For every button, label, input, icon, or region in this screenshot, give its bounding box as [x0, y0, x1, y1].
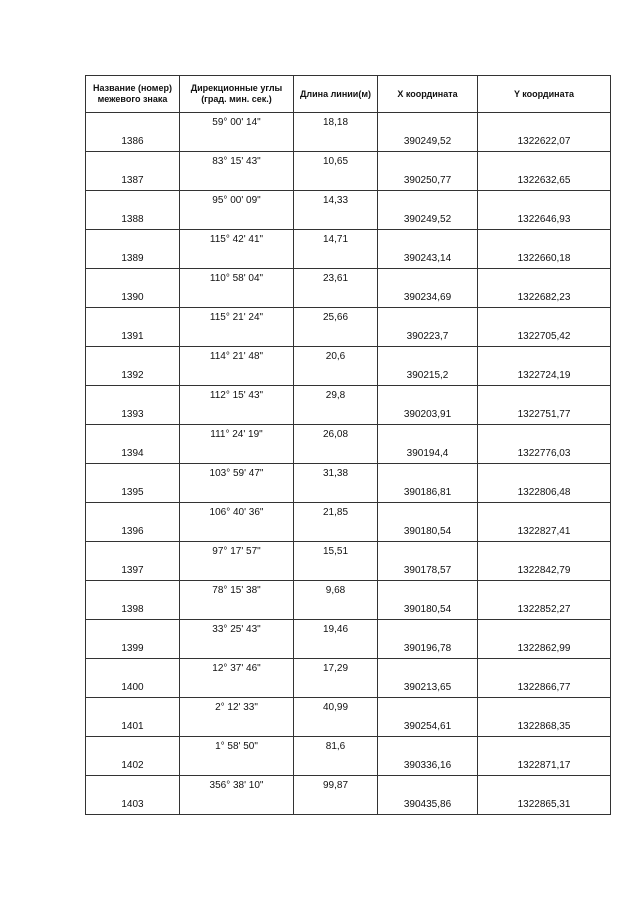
cell-x-coordinate: 390234,69 [378, 288, 478, 308]
table-row-point [86, 561, 611, 581]
cell-x-coordinate: 390250,77 [378, 171, 478, 191]
cell-direction-angle: 2° 12' 33" [180, 698, 294, 718]
table-row-point [86, 795, 611, 815]
table-row-segment [86, 581, 611, 601]
cell-y-coordinate: 1322866,77 [478, 678, 611, 698]
cell-point-name [86, 503, 180, 523]
cell-y-coordinate [478, 737, 611, 757]
cell-direction-angle [180, 327, 294, 347]
cell-direction-angle [180, 171, 294, 191]
cell-x-coordinate: 390203,91 [378, 405, 478, 425]
cell-line-length: 31,38 [294, 464, 378, 484]
table-row-point [86, 327, 611, 347]
cell-direction-angle: 106° 40' 36" [180, 503, 294, 523]
cell-x-coordinate: 390213,65 [378, 678, 478, 698]
header-point-name-line2: межевого знака [97, 94, 168, 104]
table-row-segment [86, 347, 611, 367]
table-row-point [86, 444, 611, 464]
cell-y-coordinate: 1322632,65 [478, 171, 611, 191]
table-row-segment [86, 269, 611, 289]
header-point-name [86, 76, 180, 113]
cell-point-name: 1400 [86, 678, 180, 698]
cell-direction-angle: 110° 58' 04" [180, 269, 294, 289]
cell-line-length [294, 639, 378, 659]
cell-direction-angle [180, 288, 294, 308]
cell-line-length [294, 717, 378, 737]
cell-point-name [86, 191, 180, 211]
cell-x-coordinate: 390223,7 [378, 327, 478, 347]
table-row-segment [86, 152, 611, 172]
table-row-point [86, 132, 611, 152]
cell-direction-angle [180, 795, 294, 815]
cell-y-coordinate [478, 503, 611, 523]
cell-point-name [86, 542, 180, 562]
cell-direction-angle [180, 444, 294, 464]
cell-y-coordinate [478, 113, 611, 133]
cell-y-coordinate [478, 659, 611, 679]
table-row-segment [86, 386, 611, 406]
header-point-name-line1: Название (номер) [93, 83, 172, 93]
cell-direction-angle [180, 366, 294, 386]
cell-x-coordinate: 390180,54 [378, 522, 478, 542]
cell-x-coordinate [378, 620, 478, 640]
cell-x-coordinate: 390186,81 [378, 483, 478, 503]
cell-y-coordinate: 1322682,23 [478, 288, 611, 308]
table-row-segment [86, 113, 611, 133]
coordinates-table [85, 75, 611, 815]
table-row-point [86, 210, 611, 230]
cell-x-coordinate: 390196,78 [378, 639, 478, 659]
table-row-point [86, 483, 611, 503]
cell-line-length [294, 756, 378, 776]
cell-y-coordinate [478, 776, 611, 796]
cell-direction-angle [180, 522, 294, 542]
cell-line-length: 14,71 [294, 230, 378, 250]
cell-line-length: 9,68 [294, 581, 378, 601]
table-row-segment [86, 659, 611, 679]
cell-line-length: 20,6 [294, 347, 378, 367]
cell-line-length [294, 405, 378, 425]
cell-x-coordinate [378, 503, 478, 523]
cell-direction-angle: 78° 15' 38" [180, 581, 294, 601]
cell-point-name [86, 152, 180, 172]
cell-x-coordinate [378, 542, 478, 562]
table-row-point [86, 405, 611, 425]
cell-direction-angle: 83° 15' 43" [180, 152, 294, 172]
table-header [86, 76, 611, 113]
cell-y-coordinate [478, 620, 611, 640]
table-row-segment [86, 191, 611, 211]
cell-point-name: 1386 [86, 132, 180, 152]
cell-x-coordinate: 390215,2 [378, 366, 478, 386]
cell-point-name: 1397 [86, 561, 180, 581]
cell-y-coordinate [478, 308, 611, 328]
cell-point-name: 1396 [86, 522, 180, 542]
cell-point-name [86, 425, 180, 445]
cell-direction-angle: 33° 25' 43" [180, 620, 294, 640]
cell-y-coordinate: 1322871,17 [478, 756, 611, 776]
cell-x-coordinate [378, 269, 478, 289]
cell-direction-angle: 97° 17' 57" [180, 542, 294, 562]
cell-point-name [86, 698, 180, 718]
cell-y-coordinate: 1322622,07 [478, 132, 611, 152]
cell-direction-angle: 111° 24' 19" [180, 425, 294, 445]
cell-y-coordinate: 1322852,27 [478, 600, 611, 620]
cell-point-name: 1394 [86, 444, 180, 464]
cell-x-coordinate [378, 776, 478, 796]
cell-x-coordinate [378, 191, 478, 211]
cell-point-name: 1403 [86, 795, 180, 815]
table-row-point [86, 522, 611, 542]
cell-point-name [86, 464, 180, 484]
header-x-coordinate: X координата [378, 76, 478, 113]
cell-direction-angle [180, 717, 294, 737]
table-row-point [86, 249, 611, 269]
table-row-point [86, 288, 611, 308]
table-row-segment [86, 464, 611, 484]
cell-point-name [86, 113, 180, 133]
header-direction-angle-line2: (град. мин. сек.) [201, 94, 272, 104]
cell-y-coordinate [478, 347, 611, 367]
cell-x-coordinate [378, 464, 478, 484]
cell-line-length [294, 366, 378, 386]
cell-point-name [86, 776, 180, 796]
cell-line-length: 19,46 [294, 620, 378, 640]
cell-x-coordinate: 390243,14 [378, 249, 478, 269]
cell-y-coordinate: 1322705,42 [478, 327, 611, 347]
cell-line-length: 21,85 [294, 503, 378, 523]
header-line-length: Длина линии(м) [294, 76, 378, 113]
cell-direction-angle: 95° 00' 09" [180, 191, 294, 211]
cell-point-name: 1392 [86, 366, 180, 386]
cell-line-length: 81,6 [294, 737, 378, 757]
cell-direction-angle [180, 561, 294, 581]
table-row-segment [86, 308, 611, 328]
cell-y-coordinate: 1322827,41 [478, 522, 611, 542]
table-row-point [86, 717, 611, 737]
cell-x-coordinate [378, 698, 478, 718]
cell-direction-angle [180, 132, 294, 152]
cell-line-length [294, 132, 378, 152]
cell-y-coordinate: 1322660,18 [478, 249, 611, 269]
header-direction-angle-line1: Дирекционные углы [190, 83, 283, 93]
cell-direction-angle [180, 249, 294, 269]
cell-y-coordinate [478, 152, 611, 172]
cell-line-length [294, 795, 378, 815]
cell-line-length: 15,51 [294, 542, 378, 562]
cell-x-coordinate [378, 425, 478, 445]
cell-direction-angle: 356° 38' 10" [180, 776, 294, 796]
cell-direction-angle [180, 639, 294, 659]
cell-point-name: 1402 [86, 756, 180, 776]
table-row-segment [86, 230, 611, 250]
table-row-point [86, 171, 611, 191]
cell-x-coordinate [378, 737, 478, 757]
cell-point-name [86, 230, 180, 250]
cell-line-length: 26,08 [294, 425, 378, 445]
cell-point-name: 1390 [86, 288, 180, 308]
cell-line-length: 14,33 [294, 191, 378, 211]
cell-y-coordinate: 1322842,79 [478, 561, 611, 581]
cell-line-length [294, 561, 378, 581]
table-row-point [86, 756, 611, 776]
cell-direction-angle: 12° 37' 46" [180, 659, 294, 679]
table-row-segment [86, 425, 611, 445]
table-row-segment [86, 620, 611, 640]
cell-direction-angle [180, 600, 294, 620]
cell-y-coordinate [478, 386, 611, 406]
cell-line-length [294, 483, 378, 503]
cell-point-name: 1401 [86, 717, 180, 737]
table-body [86, 113, 611, 815]
cell-x-coordinate [378, 581, 478, 601]
cell-x-coordinate: 390254,61 [378, 717, 478, 737]
cell-y-coordinate: 1322646,93 [478, 210, 611, 230]
cell-x-coordinate [378, 347, 478, 367]
cell-point-name [86, 308, 180, 328]
cell-y-coordinate: 1322868,35 [478, 717, 611, 737]
cell-x-coordinate [378, 152, 478, 172]
cell-point-name: 1388 [86, 210, 180, 230]
cell-line-length [294, 171, 378, 191]
cell-line-length [294, 327, 378, 347]
cell-direction-angle: 59° 00' 14" [180, 113, 294, 133]
cell-x-coordinate [378, 659, 478, 679]
header-direction-angle [180, 76, 294, 113]
cell-point-name: 1393 [86, 405, 180, 425]
table-row-segment [86, 737, 611, 757]
cell-x-coordinate: 390336,16 [378, 756, 478, 776]
cell-x-coordinate [378, 230, 478, 250]
table-row-point [86, 366, 611, 386]
cell-direction-angle: 112° 15' 43" [180, 386, 294, 406]
cell-y-coordinate [478, 269, 611, 289]
cell-line-length: 18,18 [294, 113, 378, 133]
cell-x-coordinate [378, 386, 478, 406]
cell-direction-angle: 115° 42' 41" [180, 230, 294, 250]
table-row-point [86, 678, 611, 698]
cell-point-name: 1387 [86, 171, 180, 191]
cell-x-coordinate: 390249,52 [378, 132, 478, 152]
cell-y-coordinate: 1322806,48 [478, 483, 611, 503]
cell-line-length [294, 210, 378, 230]
cell-direction-angle [180, 483, 294, 503]
cell-y-coordinate [478, 581, 611, 601]
cell-y-coordinate: 1322724,19 [478, 366, 611, 386]
cell-y-coordinate: 1322751,77 [478, 405, 611, 425]
cell-y-coordinate [478, 191, 611, 211]
cell-line-length [294, 522, 378, 542]
cell-direction-angle [180, 210, 294, 230]
cell-line-length [294, 600, 378, 620]
cell-y-coordinate [478, 425, 611, 445]
cell-y-coordinate: 1322776,03 [478, 444, 611, 464]
cell-point-name: 1391 [86, 327, 180, 347]
cell-line-length [294, 288, 378, 308]
cell-y-coordinate [478, 542, 611, 562]
cell-point-name: 1395 [86, 483, 180, 503]
cell-direction-angle: 103° 59' 47" [180, 464, 294, 484]
cell-x-coordinate: 390194,4 [378, 444, 478, 464]
cell-line-length [294, 444, 378, 464]
cell-point-name: 1398 [86, 600, 180, 620]
cell-direction-angle [180, 678, 294, 698]
cell-point-name [86, 386, 180, 406]
table-row-point [86, 600, 611, 620]
cell-x-coordinate: 390180,54 [378, 600, 478, 620]
table-row-segment [86, 503, 611, 523]
cell-point-name [86, 347, 180, 367]
table-row-segment [86, 776, 611, 796]
cell-x-coordinate: 390435,86 [378, 795, 478, 815]
cell-line-length: 99,87 [294, 776, 378, 796]
cell-point-name [86, 620, 180, 640]
cell-line-length [294, 678, 378, 698]
cell-point-name [86, 581, 180, 601]
cell-y-coordinate: 1322865,31 [478, 795, 611, 815]
cell-point-name [86, 269, 180, 289]
table-row-point [86, 639, 611, 659]
table-row-segment [86, 698, 611, 718]
cell-x-coordinate: 390178,57 [378, 561, 478, 581]
cell-direction-angle [180, 756, 294, 776]
header-y-coordinate: Y координата [478, 76, 611, 113]
header-row [86, 76, 611, 113]
table-row-segment [86, 542, 611, 562]
cell-line-length: 10,65 [294, 152, 378, 172]
cell-y-coordinate [478, 464, 611, 484]
cell-y-coordinate [478, 698, 611, 718]
cell-direction-angle [180, 405, 294, 425]
cell-direction-angle: 115° 21' 24" [180, 308, 294, 328]
cell-line-length: 25,66 [294, 308, 378, 328]
cell-x-coordinate [378, 113, 478, 133]
cell-point-name [86, 659, 180, 679]
cell-x-coordinate [378, 308, 478, 328]
cell-y-coordinate: 1322862,99 [478, 639, 611, 659]
cell-line-length: 17,29 [294, 659, 378, 679]
cell-line-length: 29,8 [294, 386, 378, 406]
cell-direction-angle: 1° 58' 50" [180, 737, 294, 757]
cell-point-name [86, 737, 180, 757]
cell-line-length: 23,61 [294, 269, 378, 289]
cell-y-coordinate [478, 230, 611, 250]
cell-x-coordinate: 390249,52 [378, 210, 478, 230]
cell-point-name: 1399 [86, 639, 180, 659]
cell-point-name: 1389 [86, 249, 180, 269]
cell-line-length [294, 249, 378, 269]
cell-direction-angle: 114° 21' 48" [180, 347, 294, 367]
cell-line-length: 40,99 [294, 698, 378, 718]
